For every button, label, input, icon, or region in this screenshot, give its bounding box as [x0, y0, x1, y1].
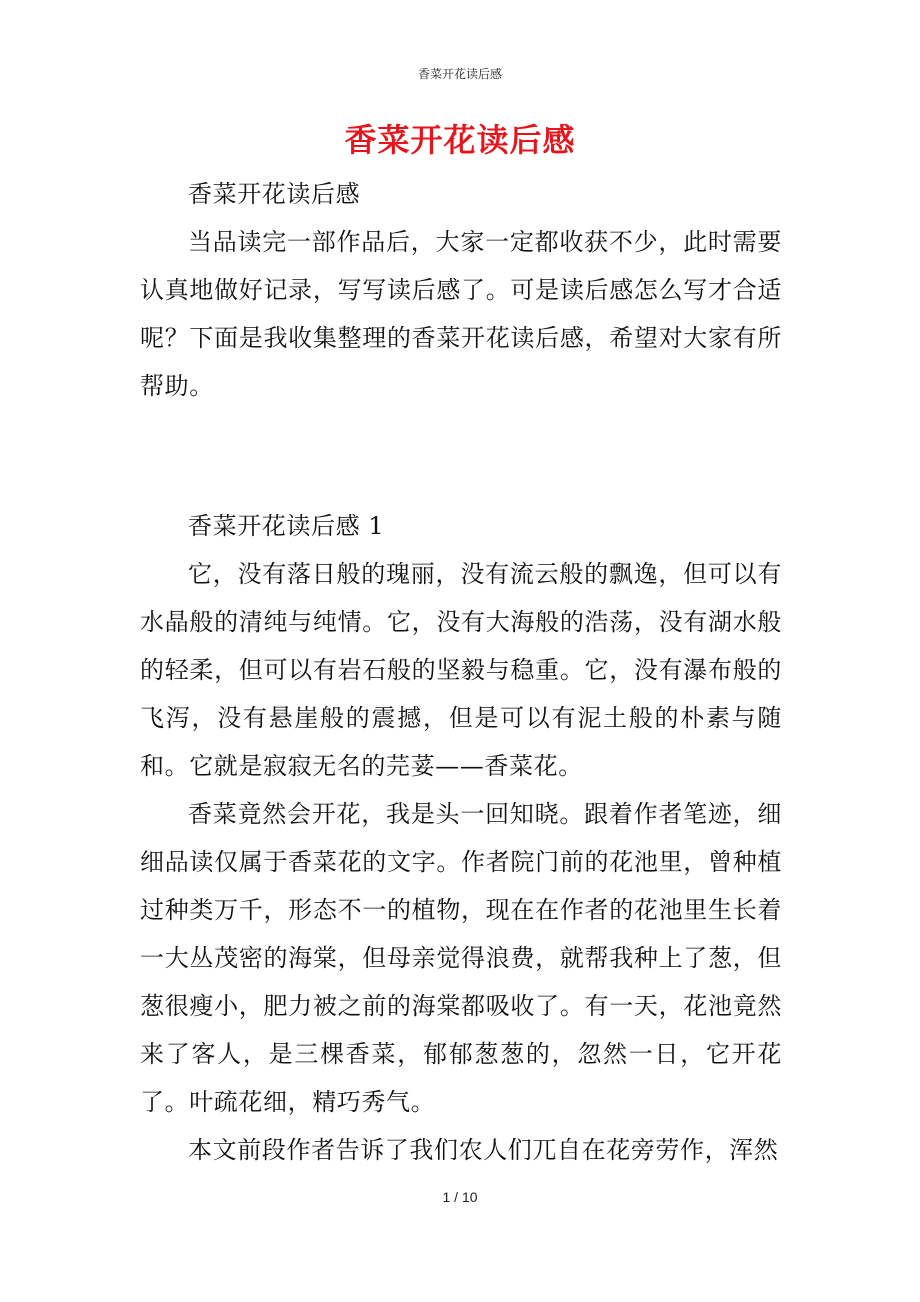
- intro-paragraph: 当品读完一部作品后，大家一定都收获不少，此时需要认真地做好记录，写写读后感了。可是读后感怎么写才合适呢？下面是我收集整理的香菜开花读后感，希望对大家有所帮助。: [140, 228, 782, 400]
- running-header: 香菜开花读后感: [417, 67, 502, 81]
- body-paragraph: 它，没有落日般的瑰丽，没有流云般的飘逸，但可以有水晶般的清纯与纯情。它，没有大海般的浩荡，没有湖水般的轻柔，但可以有岩石般的坚毅与稳重。它，没有瀑布般的飞泻，没有悬崖般的震撼，但是可以有泥土般的朴素与随和。它就是寂寂无名的芫荽——香菜花。: [140, 560, 782, 780]
- document-body-main: [140, 502, 782, 1174]
- section-heading: 香菜开花读后感 1: [188, 512, 385, 540]
- body-paragraph: 本文前段作者告诉了我们农人们兀自在花旁劳作，浑然: [188, 1136, 779, 1164]
- document-body-top: [140, 170, 782, 410]
- body-paragraph: 香菜竟然会开花，我是头一回知晓。跟着作者笔迹，细细品读仅属于香菜花的文字。作者院门前的花池里，曾种植过种类万千，形态不一的植物，现在在作者的花池里生长着一大丛茂密的海棠，但母亲觉得浪费，就帮我种上了葱，但葱很瘦小，肥力被之前的海棠都吸收了。有一天，花池竟然来了客人，是三棵香菜，郁郁葱葱的，忽然一日，它开花了。叶疏花细，精巧秀气。: [140, 800, 782, 1116]
- document-title: 香菜开花读后感: [344, 121, 576, 159]
- page-number: 1 / 10: [442, 1189, 478, 1205]
- document-subtitle: 香菜开花读后感: [188, 180, 361, 208]
